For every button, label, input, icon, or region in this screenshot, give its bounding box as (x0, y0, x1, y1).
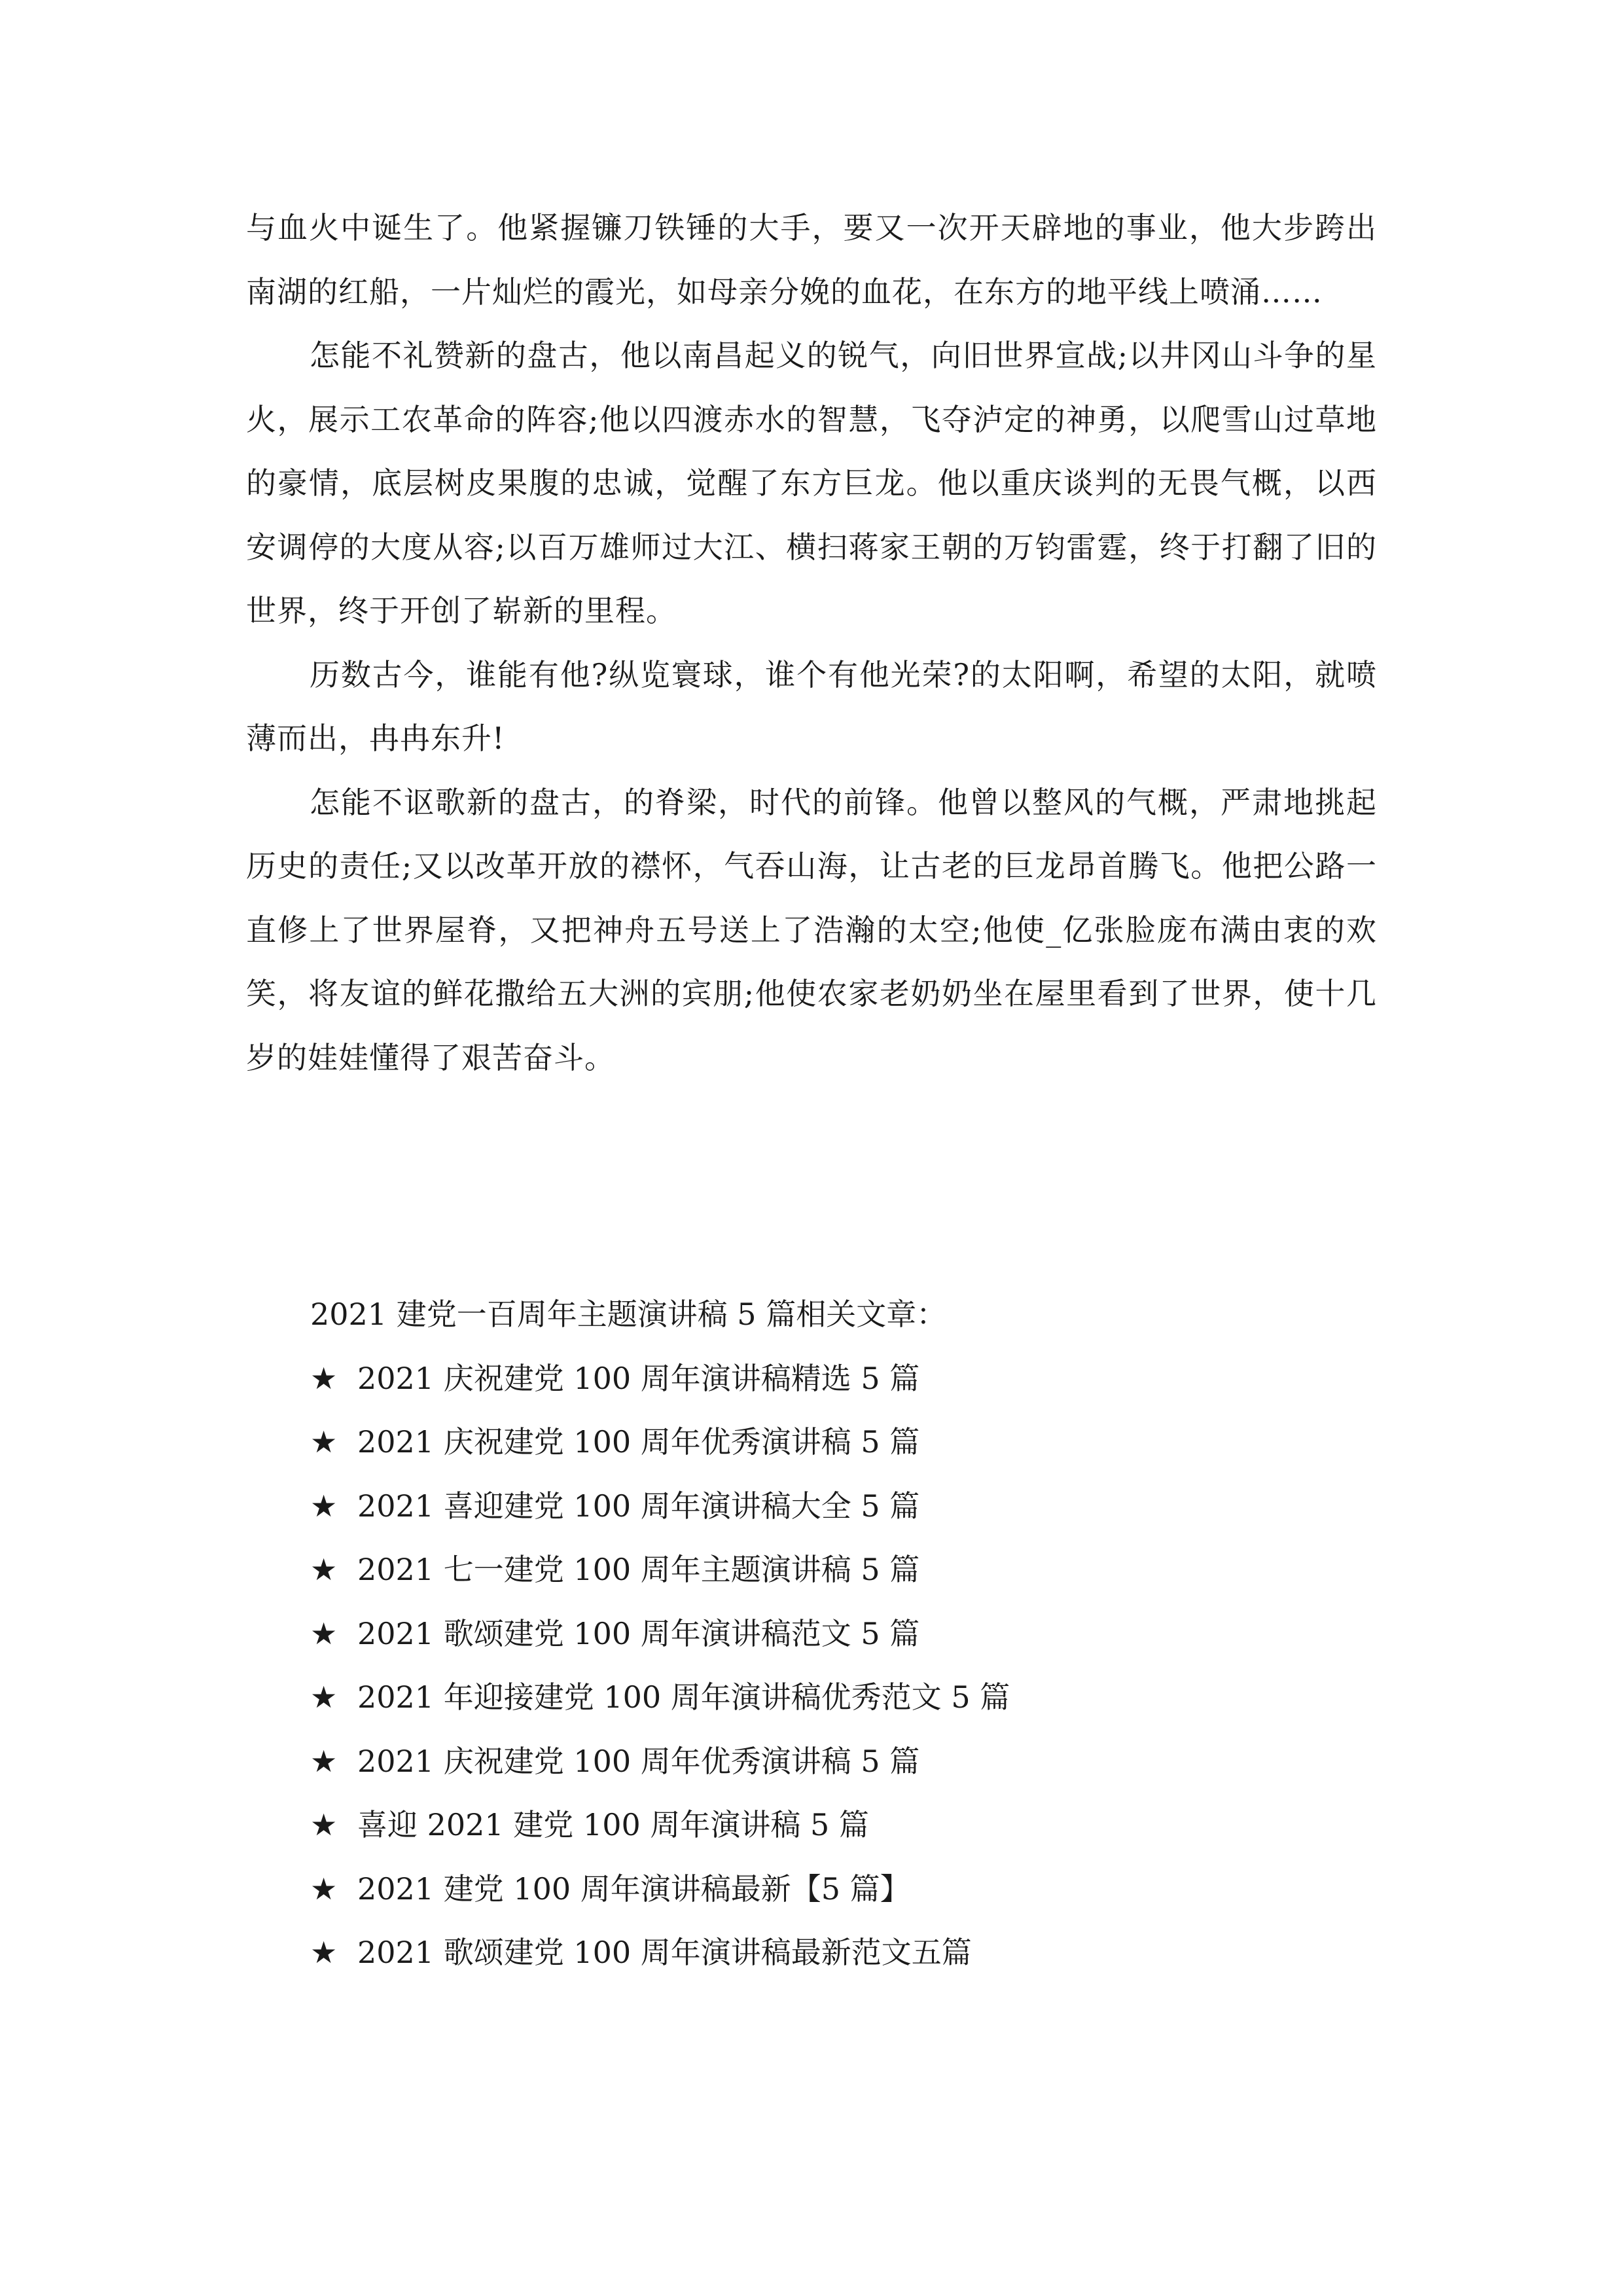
article-body (246, 196, 1377, 1090)
related-article-title[interactable]: 2021 年迎接建党 100 周年演讲稿优秀范文 5 篇 (357, 1679, 1010, 1715)
related-article-title[interactable]: 2021 喜迎建党 100 周年演讲稿大全 5 篇 (357, 1488, 920, 1524)
star-icon: ★ (310, 1743, 338, 1779)
paragraph-2: 怎能不礼赞新的盘古，他以南昌起义的锐气，向旧世界宣战;以井冈山斗争的星火，展示工农革命的阵容;他以四渡赤水的智慧，飞夺泸定的神勇，以爬雪山过草地的豪情，底层树皮果腹的忠诚，觉醒了东方巨龙。他以重庆谈判的无畏气概，以西安调停的大度从容;以百万雄师过大江、横扫蒋家王朝的万钧雷霆，终于打翻了旧的世界，终于开创了崭新的里程。 (246, 338, 1377, 628)
related-article-link[interactable] (310, 1475, 1357, 1539)
paragraph-3: 历数古今，谁能有他?纵览寰球，谁个有他光荣?的太阳啊，希望的太阳，就喷薄而出，冉冉东升! (246, 656, 1377, 756)
star-icon: ★ (310, 1424, 338, 1460)
paragraph-4: 怎能不讴歌新的盘古，的脊梁，时代的前锋。他曾以整风的气概，严肃地挑起历史的责任;又以改革开放的襟怀，气吞山海，让古老的巨龙昂首腾飞。他把公路一直修上了世界屋脊，又把神舟五号送上了浩瀚的太空;他使_亿张脸庞布满由衷的欢笑，将友谊的鲜花撒给五大洲的宾朋;他使农家老奶奶坐在屋里看到了世界，使十几岁的娃娃懂得了艰苦奋斗。 (246, 784, 1377, 1075)
paragraph-1: 与血火中诞生了。他紧握镰刀铁锤的大手，要又一次开天辟地的事业，他大步跨出南湖的红船，一片灿烂的霞光，如母亲分娩的血花，在东方的地平线上喷涌…… (246, 210, 1377, 310)
star-icon: ★ (310, 1679, 338, 1715)
related-article-title[interactable]: 2021 七一建党 100 周年主题演讲稿 5 篇 (357, 1552, 920, 1587)
related-article-title[interactable]: 2021 庆祝建党 100 周年演讲稿精选 5 篇 (357, 1360, 920, 1396)
star-icon: ★ (310, 1615, 338, 1651)
related-article-title[interactable]: 2021 歌颂建党 100 周年演讲稿最新范文五篇 (357, 1935, 972, 1970)
related-articles-title: 2021 建党一百周年主题演讲稿 5 篇相关文章： (310, 1297, 947, 1332)
related-articles (310, 1283, 1357, 1985)
related-articles-list (310, 1347, 1357, 1985)
related-article-title[interactable]: 2021 建党 100 周年演讲稿最新【5 篇】 (357, 1871, 910, 1907)
related-article-title[interactable]: 喜迎 2021 建党 100 周年演讲稿 5 篇 (357, 1807, 869, 1842)
related-article-link[interactable] (310, 1857, 1357, 1922)
star-icon: ★ (310, 1360, 338, 1396)
related-article-link[interactable] (310, 1666, 1357, 1730)
related-article-link[interactable] (310, 1921, 1357, 1985)
related-article-title[interactable]: 2021 歌颂建党 100 周年演讲稿范文 5 篇 (357, 1615, 920, 1651)
related-article-link[interactable] (310, 1602, 1357, 1666)
star-icon: ★ (310, 1807, 338, 1842)
related-article-link[interactable] (310, 1538, 1357, 1602)
related-article-title[interactable]: 2021 庆祝建党 100 周年优秀演讲稿 5 篇 (357, 1424, 920, 1460)
star-icon: ★ (310, 1871, 338, 1907)
related-article-link[interactable] (310, 1793, 1357, 1857)
related-article-link[interactable] (310, 1410, 1357, 1475)
star-icon: ★ (310, 1488, 338, 1524)
related-article-link[interactable] (310, 1347, 1357, 1411)
related-article-title[interactable]: 2021 庆祝建党 100 周年优秀演讲稿 5 篇 (357, 1743, 920, 1779)
star-icon: ★ (310, 1935, 338, 1970)
star-icon: ★ (310, 1552, 338, 1587)
related-article-link[interactable] (310, 1730, 1357, 1794)
